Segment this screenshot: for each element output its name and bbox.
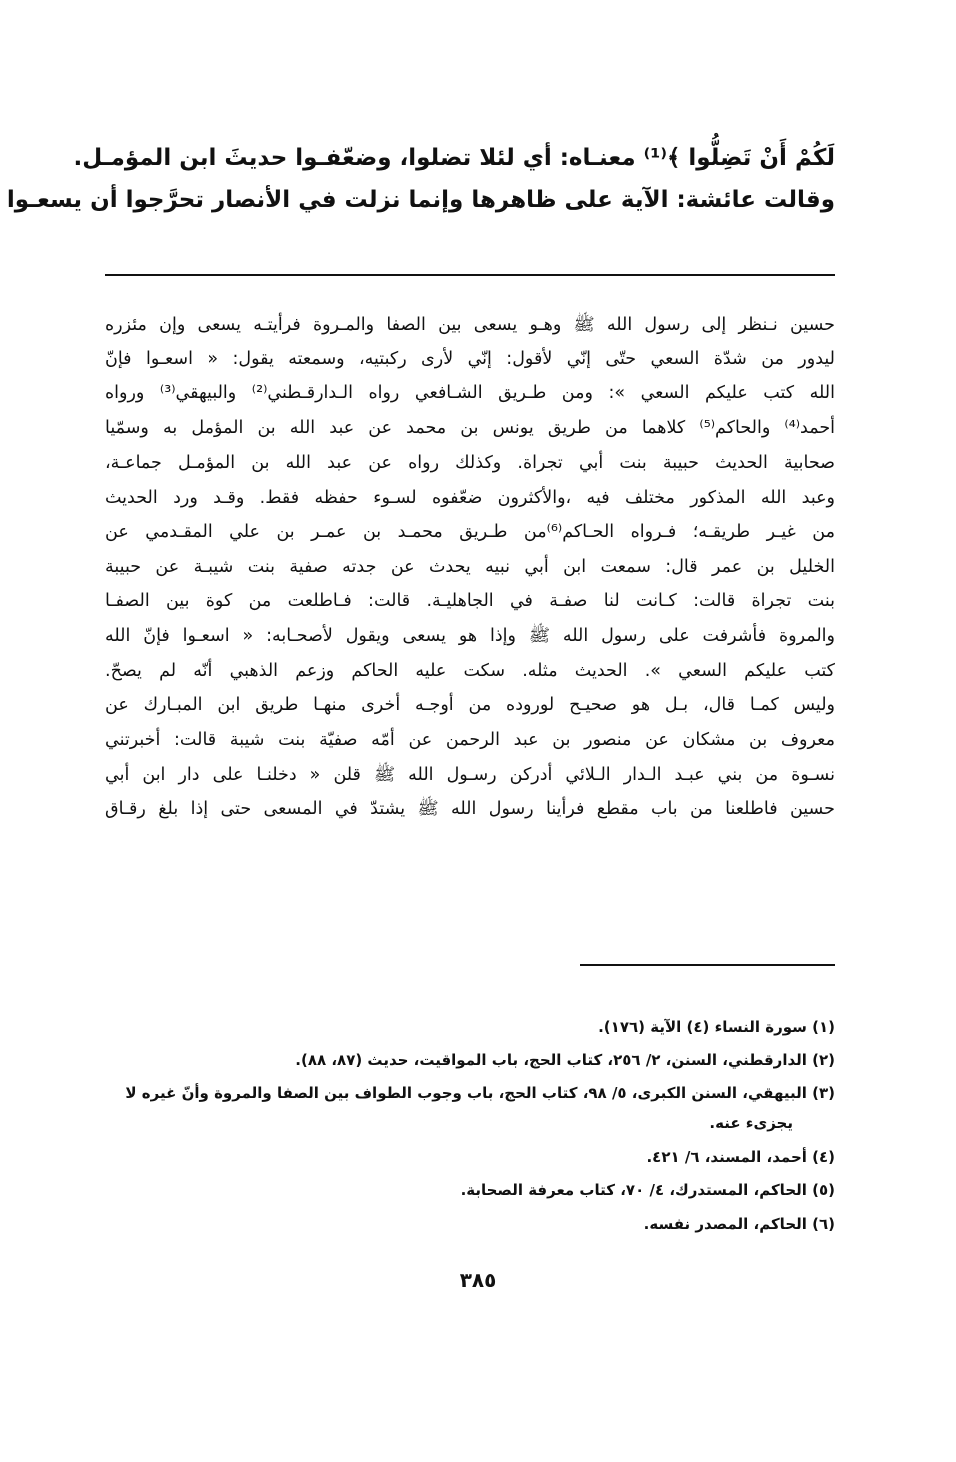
body-line: حسين نـنظر إلى رسول الله ﷺ وهـو يسعى بين الصفا والمـروة فرأيتـه يسعى وإن مئزره bbox=[105, 315, 835, 335]
footnote: (٤) أحمد، المسند، ٦/ ٤٢١. bbox=[646, 1148, 835, 1166]
body-line: والمروة فأشرفت على رسول الله ﷺ وإذا هو يسعى ويقول لأصحـابه: « اسعـوا فإنّ الله bbox=[105, 626, 835, 646]
top-line: لَكُمْ أَنْ تَضِلُّوا ﴾⁽¹⁾ معنـاه: أي لئلا تضلوا، وضعّفـوا حديثَ ابن المؤمـل. bbox=[73, 145, 835, 171]
body-line: بنت تجراة قالت: كـانت لنا صفـة في الجاهليـة. قالت: فـاطلعت من كوة بين الصفـا bbox=[105, 591, 835, 611]
page-number: ٣٨٥ bbox=[459, 1268, 497, 1292]
top-line: وقالت عائشة: الآية على ظاهرها وإنما نزلت في الأنصار تحرَّجوا أن يسعـوا bbox=[6, 187, 835, 213]
body-line: حسين فاطلعنا من باب مقطع فرأينا رسول الله ﷺ يشتدّ في المسعى حتى إذا بلغ رقـاق bbox=[105, 799, 835, 819]
body-line: وليس كمـا قال، بـل هو صحيـح لوروده من أوجـه أخرى منهـا طريق ابن المبـارك عن bbox=[105, 695, 835, 715]
footnote: (٢) الدارقطني، السنن، ٢/ ٢٥٦، كتاب الحج، باب المواقيت، حديث (٨٧، ٨٨). bbox=[295, 1051, 835, 1069]
body-line: الخليل بن عمر قال: سمعت ابن أبي نبيه يحدث عن جدته صفية بنت شيبـة عن حبيبة bbox=[105, 557, 835, 577]
body-line: وعبد الله المذكور مختلف فيه ،والأكثرون ضعّفوه لسـوء حفظه فقط. وقـد ورد الحديث bbox=[105, 488, 835, 508]
footnote: (٥) الحاكم، المستدرك، ٤/ ٧٠، كتاب معرفة الصحابة. bbox=[460, 1181, 835, 1199]
section-divider bbox=[105, 274, 835, 276]
body-line: ليدور من شدّة السعي حتّى إنّي لأقول: إنّي لأرى ركبتيه، وسمعته يقول: « اسعـوا فإنّ bbox=[105, 349, 835, 369]
footnote: (١) سورة النساء (٤) الآية (١٧٦). bbox=[598, 1018, 835, 1036]
footnote-continuation: يجزىء عنه. bbox=[709, 1114, 793, 1132]
footnote: (٣) البيهقي، السنن الكبرى، ٥/ ٩٨، كتاب الحج، باب وجوب الطواف بين الصفا والمروة وأنّ غيره لا bbox=[125, 1084, 835, 1102]
body-line: معروف بن مشكان عن منصور بن عبد الرحمن عن أمّه صفيّة بنت شيبة قالت: أخبرتني bbox=[105, 730, 835, 750]
body-line: نسـوة من بني عبـد الـدار الـلائي أدركن رسـول الله ﷺ قلن « دخلنـا على دار ابن أبي bbox=[105, 765, 835, 785]
footnote-divider bbox=[580, 964, 835, 966]
footnote: (٦) الحاكم، المصدر نفسه. bbox=[643, 1215, 835, 1233]
body-line: صحابية الحديث حبيبة بنت أبي تجراة. وكذلك رواه عن عبد الله بن المؤمـل جماعـة، bbox=[105, 453, 835, 473]
body-line: من غيـر طريقـه؛ فـرواه الحـاكم⁽⁶⁾من طـريق محمـد بن عمـر بن علي المقـدمي عن bbox=[105, 522, 835, 542]
body-line: الله كتب عليكم السعي »: ومن طـريق الشـافعي رواه الـدارقـطني⁽²⁾ والبيهقي⁽³⁾ ورواه bbox=[105, 383, 836, 403]
body-line: أحمد⁽⁴⁾ والحاكم⁽⁵⁾ كلاهما من طريق يونس بن محمد عن عبد الله بن المؤمل به وسمّيا bbox=[105, 418, 835, 438]
body-line: كتب عليكم السعي ». الحديث مثله. سكت عليه الحاكم وزعم الذهبي أنّه لم يصحّ. bbox=[105, 661, 835, 681]
